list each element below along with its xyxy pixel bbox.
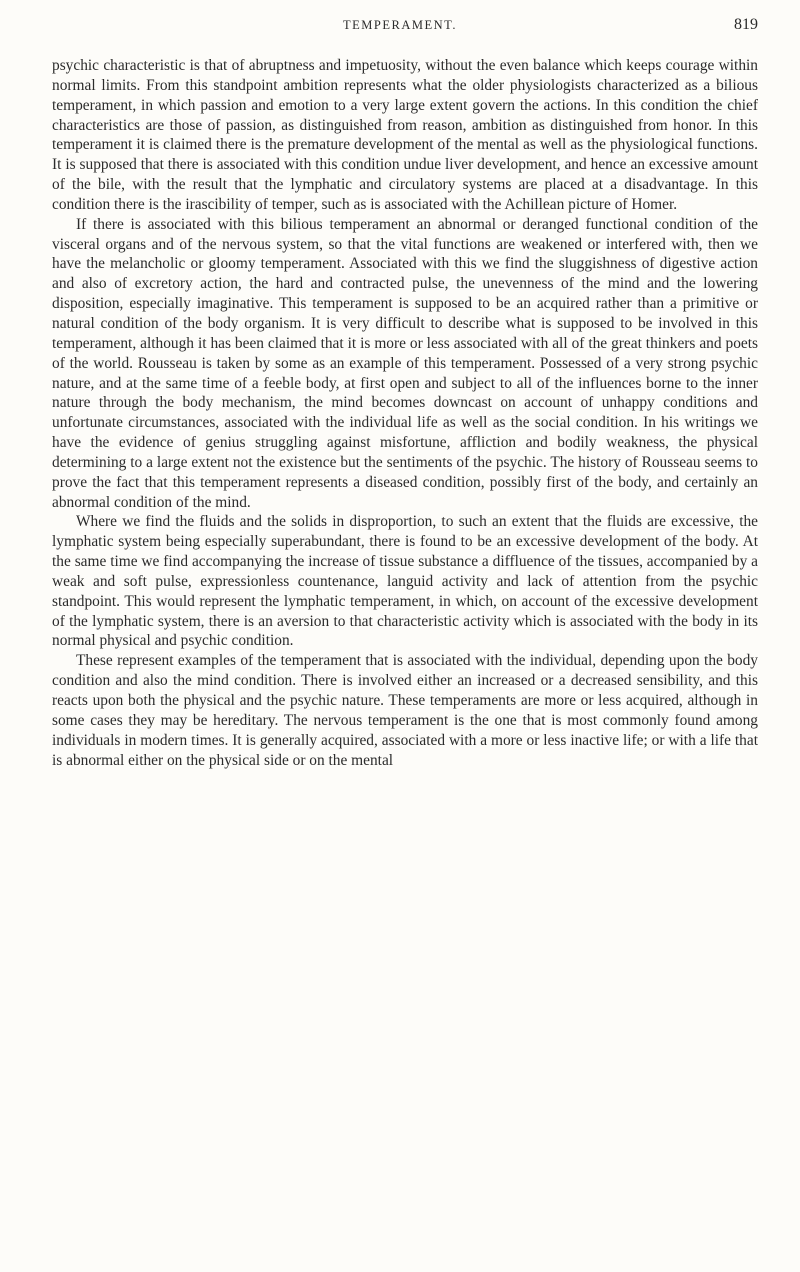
paragraph-3: Where we find the fluids and the solids in disproportion, to such an extent that the fluids are excessive, the lymphatic system being especially superabundant, there is found to be an excessive development of the body. At the same time we find accompanying the increase of tissue substance a diffluence of the tissues, accompanied by a weak and soft pulse, expressionless countenance, languid activity and lack of attention from the psychic standpoint. This would represent the lymphatic temperament, in which, on account of the excessive development of the lymphatic system, there is an aversion to that characteristic activity which is associated with the body in its normal physical and psychic condition. bbox=[52, 513, 758, 650]
paragraph-1: psychic characteristic is that of abruptness and impetuosity, without the even balance which keeps courage within normal limits. From this standpoint ambition represents what the older physiologists characterized as a bilious temperament, in which passion and emotion to a very large extent govern the actions. In this condition the chief characteristics are those of passion, as distinguished from reason, ambition as distinguished from honor. In this temperament it is claimed there is the premature development of the mental as well as the physiological functions. It is supposed that there is associated with this condition undue liver development, and hence an excessive amount of the bile, with the result that the lymphatic and circulatory systems are placed at a disadvantage. In this condition there is the irascibility of temper, such as is associated with the Achillean picture of Homer. bbox=[52, 57, 758, 213]
body-text bbox=[52, 56, 758, 770]
paragraph-4: These represent examples of the temperament that is associated with the individual, depending upon the body condition and also the mind condition. There is involved either an increased or a decreased sensibility, and this reacts upon both the physical and the psychic nature. These temperaments are more or less acquired, although in some cases they may be hereditary. The nervous temperament is the one that is most commonly found among individuals in modern times. It is generally acquired, associated with a more or less inactive life; or with a life that is abnormal either on the physical side or on the mental bbox=[52, 652, 758, 769]
paragraph-2: If there is associated with this bilious temperament an abnormal or deranged functional condition of the visceral organs and of the nervous system, so that the vital functions are weakened or interfered with, then we have the melancholic or gloomy temperament. Associated with this we find the sluggishness of digestive action and also of excretory action, the hard and contracted pulse, the unevenness of the mind and the lowering disposition, especially imaginative. This temperament is supposed to be an acquired rather than a primitive or natural condition of the body organism. It is very difficult to describe what is supposed to be involved in this temperament, although it has been claimed that it is more or less associated with all of the great thinkers and poets of the world. Rousseau is taken by some as an example of this temperament. Possessed of a very strong psychic nature, and at the same time of a feeble body, at first open and subject to all of the influences borne to the inner nature through the body mechanism, the mind becomes downcast on account of unhappy conditions and unfortunate circumstances, associated with the individual life as well as the social condition. In his writings we have the evidence of genius struggling against misfortune, affliction and bodily weakness, the physical determining to a large extent not the existence but the sentiments of the psychic. The history of Rousseau seems to prove the fact that this temperament represents a diseased condition, possibly first of the body, and certainly an abnormal condition of the mind. bbox=[52, 215, 758, 511]
page-number: 819 bbox=[734, 16, 758, 33]
running-head: TEMPERAMENT. bbox=[343, 18, 457, 32]
